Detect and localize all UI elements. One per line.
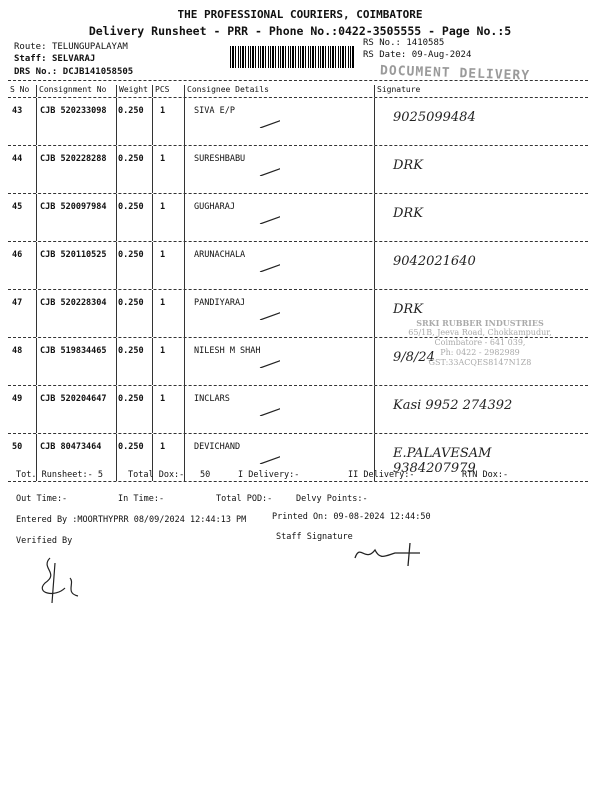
row-sno: 46 (12, 250, 23, 260)
rubber-stamp-line: Ph: 0422 - 2982989 (440, 348, 520, 357)
rubber-stamp-line: Coimbatore - 641 039, (434, 338, 526, 347)
column-divider (116, 98, 117, 145)
column-divider (36, 242, 37, 289)
row-consignment: CJB 80473464 (40, 442, 102, 452)
total-pod: Total POD:- (216, 494, 273, 504)
row-consignment: CJB 520228288 (40, 154, 107, 164)
row-sno: 49 (12, 394, 23, 404)
row-weight: 0.250 (118, 250, 144, 260)
row-consignment: CJB 520097984 (40, 202, 107, 212)
column-divider (152, 98, 153, 145)
column-divider (374, 290, 375, 337)
drs-value: DCJB141058505 (62, 67, 134, 77)
row-weight: 0.250 (118, 394, 144, 404)
column-divider (152, 338, 153, 385)
row-sno: 45 (12, 202, 23, 212)
tick-mark (258, 454, 280, 464)
column-divider (152, 290, 153, 337)
document-delivery-stamp: DOCUMENT DELIVERY (379, 63, 531, 84)
table-row (8, 194, 588, 242)
column-divider (116, 434, 117, 481)
tick-mark (258, 310, 280, 320)
row-consignment: CJB 520204647 (40, 394, 107, 404)
i-delivery: I Delivery:- (238, 470, 300, 480)
recipient-signature: DRK (393, 158, 423, 173)
staff-signature (350, 538, 450, 568)
row-pcs: 1 (160, 394, 166, 404)
row-consignment: CJB 520233098 (40, 106, 107, 116)
column-divider (374, 242, 375, 289)
row-weight: 0.250 (118, 442, 144, 452)
recipient-signature: DRK (393, 302, 423, 317)
recipient-signature: DRK (393, 206, 423, 221)
row-consignee: SURESHBABU (194, 154, 246, 164)
column-divider (152, 386, 153, 433)
row-consignee: GUGHARAJ (194, 202, 235, 212)
rs-date-line (363, 50, 471, 60)
row-pcs: 1 (160, 154, 166, 164)
rubber-stamp-line: SRKI RUBBER INDUSTRIES (416, 318, 544, 328)
tick-mark (258, 406, 280, 416)
table-row (8, 242, 588, 290)
row-consignee: ARUNACHALA (194, 250, 246, 260)
column-divider (36, 146, 37, 193)
row-weight: 0.250 (118, 298, 144, 308)
column-divider (116, 194, 117, 241)
col-sno: S No (10, 85, 30, 94)
column-divider (152, 194, 153, 241)
route-value: TELUNGUPALAYAM (51, 42, 128, 52)
row-consignee: INCLARS (194, 394, 230, 404)
column-divider (152, 242, 153, 289)
row-pcs: 1 (160, 298, 166, 308)
ii-delivery: II Delivery:- (348, 470, 415, 480)
column-divider (116, 242, 117, 289)
staff-value: SELVARAJ (51, 54, 96, 64)
row-pcs: 1 (160, 250, 166, 260)
row-consignment: CJB 520110525 (40, 250, 107, 260)
row-consignee: SIVA E/P (194, 106, 235, 116)
recipient-signature: Kasi 9952 274392 (393, 398, 513, 413)
column-divider (36, 386, 37, 433)
in-time: In Time:- (118, 494, 165, 504)
row-pcs: 1 (160, 106, 166, 116)
column-divider (374, 146, 375, 193)
row-sno: 50 (12, 442, 23, 452)
rs-date-value: 09-Aug-2024 (411, 50, 472, 60)
tick-mark (258, 358, 280, 368)
barcode (230, 46, 355, 68)
column-divider (374, 194, 375, 241)
table-row (8, 98, 588, 146)
staff-signature-label: Staff Signature (276, 532, 353, 542)
column-divider (184, 290, 185, 337)
tick-mark (258, 262, 280, 272)
row-pcs: 1 (160, 442, 166, 452)
rtn-dox: RTN Dox:- (462, 470, 509, 480)
column-divider (36, 338, 37, 385)
col-weight: Weight (116, 85, 148, 97)
drs-line (14, 67, 133, 77)
recipient-signature: E.PALAVESAM 9384207979 (393, 446, 492, 476)
table-header (8, 81, 588, 98)
column-divider (184, 98, 185, 145)
staff-label: Staff: (14, 54, 47, 64)
out-time: Out Time:- (16, 494, 68, 504)
rs-date-label: RS Date: (363, 50, 407, 60)
table-row (8, 386, 588, 434)
tick-mark (258, 118, 280, 128)
col-pcs: PCS (152, 85, 169, 97)
column-divider (374, 338, 375, 385)
column-divider (36, 98, 37, 145)
delvy-points: Delvy Points:- (296, 494, 368, 504)
runsheet-subtitle: Delivery Runsheet - PRR - Phone No.:0422-3505555 - Page No.:5 (88, 24, 512, 38)
row-weight: 0.250 (118, 106, 144, 116)
entered-by: Entered By :MOORTHYPRR 08/09/2024 12:44:13 PM (16, 515, 247, 525)
runsheet-table (8, 80, 588, 482)
row-weight: 0.250 (118, 154, 144, 164)
row-consignee: PANDIYARAJ (194, 298, 246, 308)
recipient-signature: 9042021640 (393, 254, 476, 269)
row-sno: 44 (12, 154, 23, 164)
total-dox-value: 50 (200, 470, 211, 480)
column-divider (152, 146, 153, 193)
column-divider (184, 146, 185, 193)
rs-no-line (363, 38, 444, 48)
tick-mark (258, 166, 280, 176)
row-sno: 47 (12, 298, 23, 308)
row-consignee: DEVICHAND (194, 442, 241, 452)
verified-by: Verified By (16, 536, 73, 546)
verifier-signature (30, 548, 100, 608)
rubber-stamp-line: 65/1B, Jeeva Road, Chokkampudur, (408, 328, 552, 337)
column-divider (184, 338, 185, 385)
column-divider (184, 194, 185, 241)
recipient-signature: 9025099484 (393, 110, 476, 125)
column-divider (36, 194, 37, 241)
rs-no-label: RS No.: (363, 38, 401, 48)
tot-runsheet: Tot. Runsheet:- 5 (16, 470, 103, 480)
tick-mark (258, 214, 280, 224)
total-dox-label: Total Dox:- (128, 470, 185, 480)
company-title: THE PROFESSIONAL COURIERS, COIMBATORE (177, 8, 423, 21)
rubber-stamp (380, 318, 580, 368)
row-sno: 43 (12, 106, 23, 116)
column-divider (116, 290, 117, 337)
table-row (8, 146, 588, 194)
row-consignment: CJB 519834465 (40, 346, 107, 356)
printed-on: Printed On: 09-08-2024 12:44:50 (272, 512, 431, 522)
column-divider (184, 242, 185, 289)
column-divider (116, 146, 117, 193)
col-consignment: Consignment No (36, 85, 106, 97)
row-pcs: 1 (160, 346, 166, 356)
row-consignment: CJB 520228304 (40, 298, 107, 308)
column-divider (116, 386, 117, 433)
row-pcs: 1 (160, 202, 166, 212)
drs-label: DRS No.: (14, 67, 58, 77)
column-divider (374, 98, 375, 145)
rubber-stamp-line: GST:33ACQES8147N1Z8 (428, 358, 532, 367)
rs-no-value: 1410585 (406, 38, 445, 48)
row-weight: 0.250 (118, 202, 144, 212)
table-body (8, 98, 588, 482)
col-consignee: Consignee Details (184, 85, 269, 97)
column-divider (184, 386, 185, 433)
column-divider (116, 338, 117, 385)
row-weight: 0.250 (118, 346, 144, 356)
row-consignee: NILESH M SHAH (194, 346, 261, 356)
route-label: Route: (14, 42, 47, 52)
row-sno: 48 (12, 346, 23, 356)
staff-line (14, 54, 95, 64)
col-signature: Signature (374, 85, 420, 97)
recipient-signature: 9/8/24 (393, 350, 435, 365)
column-divider (374, 386, 375, 433)
column-divider (36, 290, 37, 337)
route-line (14, 42, 128, 52)
